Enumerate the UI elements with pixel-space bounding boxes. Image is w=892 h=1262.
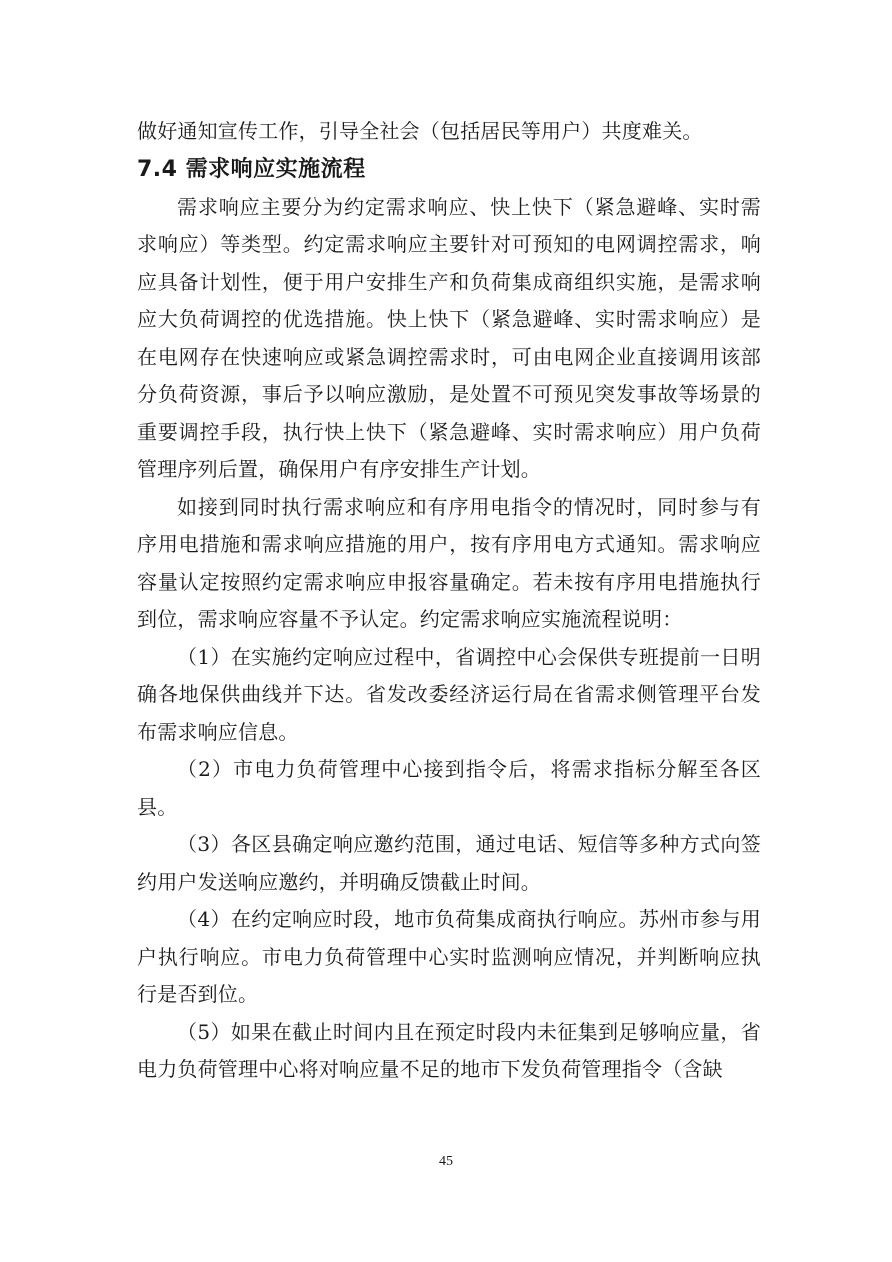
paragraph-step-1: （1）在实施约定响应过程中，省调控中心会保供专班提前一日明确各地保供曲线并下达。省发改委经济运行局在省需求侧管理平台发布需求响应信息。 (137, 644, 761, 744)
body-text (137, 113, 761, 1089)
paragraph-step-3: （3）各区县确定响应邀约范围，通过电话、短信等多种方式向签约用户发送响应邀约，并明确反馈截止时间。 (137, 832, 761, 894)
page-number: 45 (439, 1154, 453, 1169)
section-heading: 7.4 需求响应实施流程 (137, 156, 366, 182)
paragraph-step-2: （2）市电力负荷管理中心接到指令后，将需求指标分解至各区县。 (137, 757, 761, 819)
opening-line: 做好通知宣传工作，引导全社会（包括居民等用户）共度难关。 (137, 119, 703, 143)
paragraph-step-5: （5）如果在截止时间内且在预定时段内未征集到足够响应量，省电力负荷管理中心将对响应量不足的地市下发负荷管理指令（含缺 (137, 1019, 761, 1081)
paragraph-step-4: （4）在约定响应时段，地市负荷集成商执行响应。苏州市参与用户执行响应。市电力负荷管理中心实时监测响应情况，并判断响应执行是否到位。 (137, 907, 761, 1006)
paragraph-demand-response-types: 需求响应主要分为约定需求响应、快上快下（紧急避峰、实时需求响应）等类型。约定需求响应主要针对可预知的电网调控需求，响应具备计划性，便于用户安排生产和负荷集成商组织实施，是需求响应大负荷调控的优选措施。快上快下（紧急避峰、实时需求响应）是在电网存在快速响应或紧急调控需求时，可由电网企业直接调用该部分负荷资源，事后予以响应激励，是处置不可预见突发事故等场景的重要调控手段，执行快上快下（紧急避峰、实时需求响应）用户负荷管理序列后置，确保用户有序安排生产计划。 (137, 194, 761, 481)
paragraph-concurrent-instructions: 如接到同时执行需求响应和有序用电指令的情况时，同时参与有序用电措施和需求响应措施的用户，按有序用电方式通知。需求响应容量认定按照约定需求响应申报容量确定。若未按有序用电措施执行到位，需求响应容量不予认定。约定需求响应实施流程说明： (137, 494, 761, 631)
